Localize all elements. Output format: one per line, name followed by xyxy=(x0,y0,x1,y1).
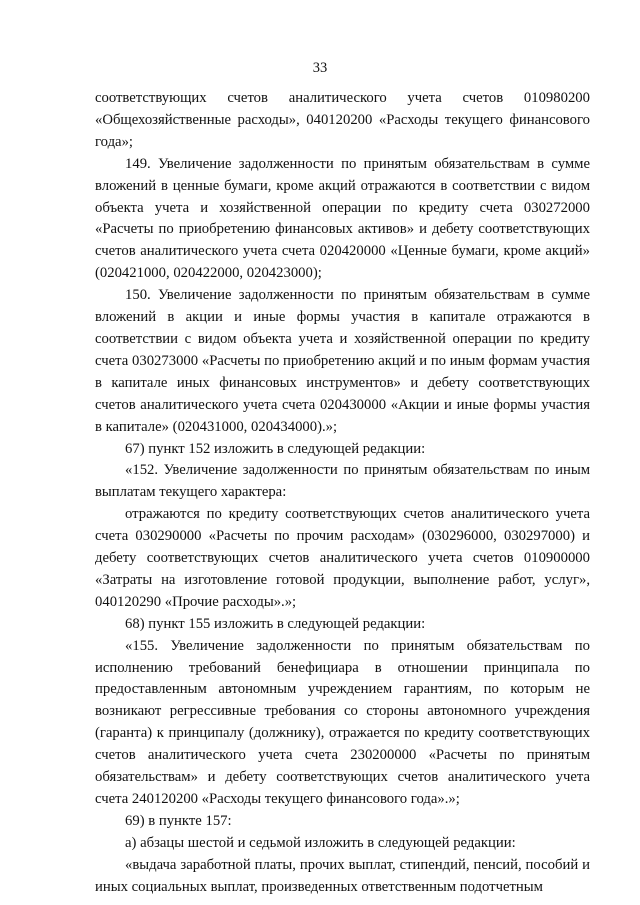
paragraph: отражаются по кредиту соответствующих счетов аналитического учета счета 030290000 «Расчеты по прочим расходам» (030296000, 030297000) и дебету соответствующих счетов аналитического учета счетов 010900000 «Затраты на изготовление готовой продукции, выполнение работ, услуг», 040120290 «Прочие расходы».»; xyxy=(95,506,590,610)
paragraph: «выдача заработной платы, прочих выплат, стипендий, пенсий, пособий и иных социальных выплат, произведенных ответственным подотчетным xyxy=(95,856,590,895)
page-number: 33 xyxy=(312,60,328,76)
paragraph: «152. Увеличение задолженности по принятым обязательствам по иным выплатам текущего характера: xyxy=(95,462,590,501)
paragraph: 67) пункт 152 изложить в следующей редакции: xyxy=(125,440,426,457)
paragraph: 149. Увеличение задолженности по принятым обязательствам в сумме вложений в ценные бумаги, кроме акций отражаются в соответствии с видом объекта учета и хозяйственной операции по кредиту счета 030272000 «Расчеты по приобретению финансовых активов» и дебету соответствующих счетов аналитического учета счета 020420000 «Ценные бумаги, кроме акций» (020421000, 020422000, 020423000); xyxy=(95,155,590,282)
paragraph: а) абзацы шестой и седьмой изложить в следующей редакции: xyxy=(125,834,516,851)
paragraph: соответствующих счетов аналитического учета счетов 010980200 «Общехозяйственные расходы», 040120200 «Расходы текущего финансового года»; xyxy=(95,90,590,150)
document-body xyxy=(95,88,590,899)
paragraph: 150. Увеличение задолженности по принятым обязательствам в сумме вложений в акции и иные формы участия в капитале отражаются в соответствии с видом объекта учета и хозяйственной операции по кредиту счета 030273000 «Расчеты по приобретению акций и по иным формам участия в капитале иных финансовых инструментов» и дебету соответствующих счетов аналитического учета счета 020430000 «Акции и иные формы участия в капитале» (020431000, 020434000).»; xyxy=(95,287,590,435)
paragraph: «155. Увеличение задолженности по принятым обязательствам по исполнению требований бенефициара в отношении принципала по предоставленным автономным учреждением гарантиям, по которым не возникают регрессивные требования со стороны автономного учреждения (гаранта) к принципалу (должнику), отражается по кредиту соответствующих счетов аналитического учета счета 230200000 «Расчеты по принятым обязательствам» и дебету соответствующих счетов аналитического учета счета 240120200 «Расходы текущего финансового года».»; xyxy=(95,637,590,807)
paragraph: 69) в пункте 157: xyxy=(125,812,232,829)
paragraph: 68) пункт 155 изложить в следующей редакции: xyxy=(125,615,426,632)
